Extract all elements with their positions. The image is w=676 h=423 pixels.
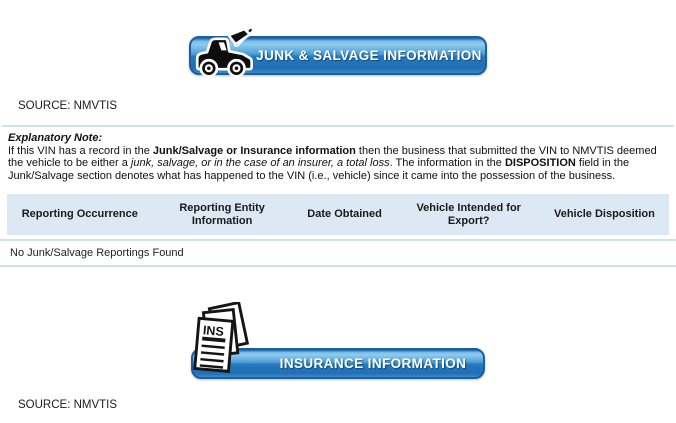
note-segment-italic: junk, salvage, or in the case of an insurer, a total loss: [130, 157, 390, 169]
junk-salvage-table: [0, 194, 676, 267]
explanatory-note-heading: Explanatory Note:: [8, 132, 103, 144]
note-segment: If this VIN has a record in the: [8, 144, 153, 157]
column-header-date-obtained: Date Obtained: [307, 208, 382, 220]
junk-salvage-banner: [189, 36, 487, 75]
column-header-reporting-occurrence: Reporting Occurrence: [21, 208, 138, 220]
note-segment-bold: DISPOSITION: [504, 157, 576, 169]
insurance-documents-icon: [193, 302, 251, 382]
column-header-reporting-entity: Reporting Entity Information: [179, 201, 265, 227]
column-header-disposition: Vehicle Disposition: [553, 208, 655, 220]
ins-icon-label: INS: [202, 323, 225, 339]
column-header-export: Vehicle Intended for Export?: [416, 201, 521, 227]
explanatory-note-text: [8, 145, 668, 183]
note-segment: then the business that submitted the VIN to NMVTIS deemed the vehicle to be either a: [8, 144, 657, 169]
note-segment-bold: Junk/Salvage or Insurance information: [152, 144, 356, 157]
insurance-banner: [191, 302, 485, 382]
section-divider: [2, 125, 674, 127]
insurance-banner-label: INSURANCE INFORMATION: [279, 356, 467, 371]
junk-car-icon: [191, 25, 257, 83]
note-segment: field in the Junk/Salvage section denotes what has happened to the VIN (i.e., vehicle) since it came into the possession of the business.: [8, 157, 630, 182]
junk-salvage-table-header: [7, 194, 669, 235]
table-empty-row: No Junk/Salvage Reportings Found: [0, 239, 676, 267]
junk-salvage-banner-label: JUNK & SALVAGE INFORMATION: [256, 48, 482, 63]
insurance-source-label: SOURCE: NMVTIS: [18, 399, 118, 411]
junk-source-label: SOURCE: NMVTIS: [18, 100, 118, 112]
note-segment: . The information in the: [389, 157, 505, 169]
explanatory-note: [8, 132, 668, 182]
